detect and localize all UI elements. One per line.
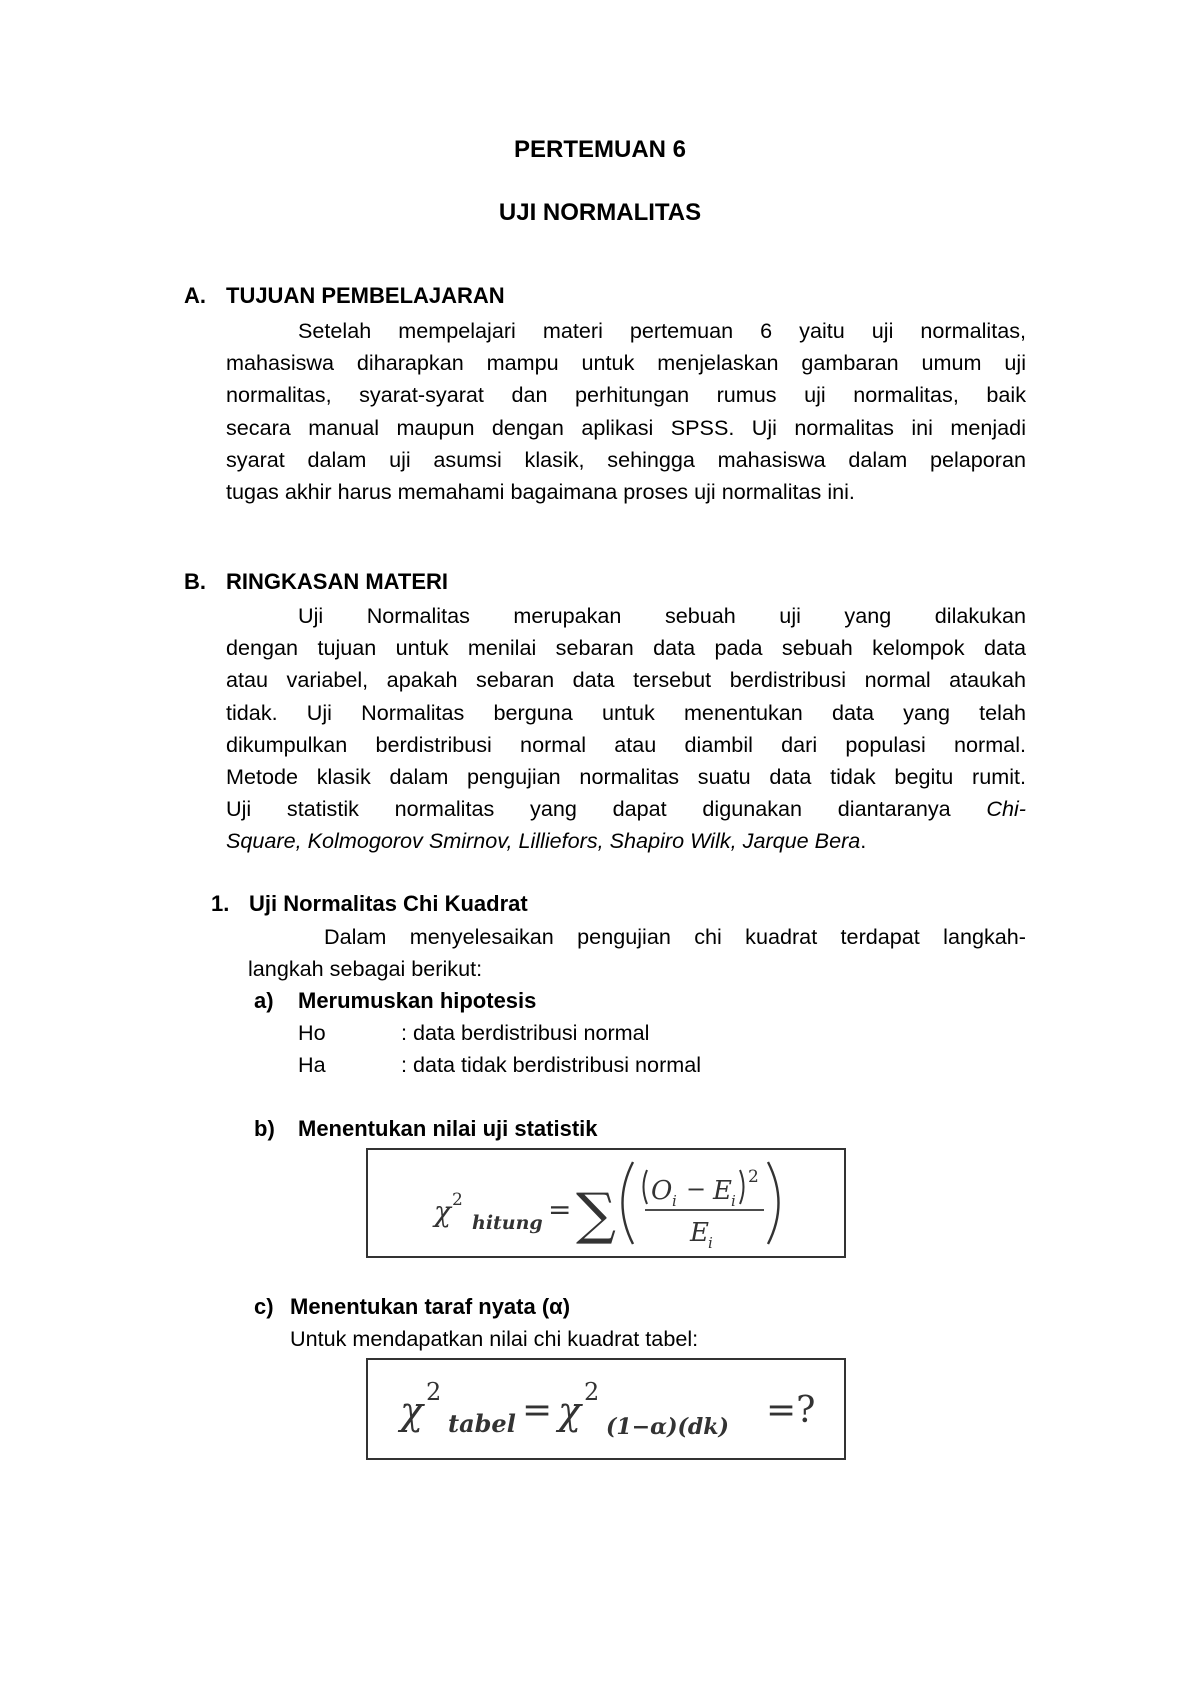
step-a-title: Merumuskan hipotesis xyxy=(298,988,537,1013)
subscript-degrees: (1−α)(dk) xyxy=(606,1414,729,1440)
subscript-tabel: tabel xyxy=(448,1409,516,1438)
equals-sign: = xyxy=(548,1193,572,1226)
document-title: PERTEMUAN 6 xyxy=(513,136,687,163)
italic-methods-start: Chi- xyxy=(986,796,1026,822)
equals-question: =? xyxy=(766,1390,816,1431)
expected-E: E xyxy=(713,1176,732,1206)
subsection-1-paragraph xyxy=(248,921,1026,985)
right-paren xyxy=(768,1162,779,1244)
subscript-i: i xyxy=(708,1234,713,1252)
paragraph-line: dengan tujuan untuk menilai sebaran data pada sebuah kelompok data xyxy=(226,635,1026,661)
inner-left-paren xyxy=(644,1170,648,1204)
paragraph-line: langkah sebagai berikut: xyxy=(248,956,483,982)
paragraph-line: normalitas, syarat-syarat dan perhitungan rumus uji normalitas, baik xyxy=(226,382,1026,408)
left-paren xyxy=(623,1162,634,1244)
hypothesis-ha-label: Ha xyxy=(298,1052,326,1077)
superscript-2: 2 xyxy=(452,1190,463,1210)
section-a-title: TUJUAN PEMBELAJARAN xyxy=(226,283,505,308)
step-c-label: c) xyxy=(254,1294,274,1319)
subsection-1-number: 1. xyxy=(211,891,230,916)
chi-square-formula xyxy=(368,1150,844,1256)
subscript-i: i xyxy=(672,1192,677,1210)
document-subtitle: UJI NORMALITAS xyxy=(498,199,702,226)
step-a-label: a) xyxy=(254,988,274,1013)
paragraph-line: Dalam menyelesaikan pengujian chi kuadrat terdapat langkah- xyxy=(324,924,1026,949)
section-a-letter: A. xyxy=(184,283,206,308)
paragraph-line-last xyxy=(226,825,1026,857)
section-b-title: RINGKASAN MATERI xyxy=(226,569,449,594)
paragraph-line-with-italic xyxy=(226,793,1026,825)
superscript-2: 2 xyxy=(426,1378,442,1406)
equals-sign: = xyxy=(522,1390,553,1431)
observed-O: O xyxy=(651,1176,673,1206)
inner-right-paren xyxy=(740,1170,744,1204)
sigma-sum-symbol: ∑ xyxy=(576,1182,616,1247)
step-c-title: Menentukan taraf nyata (α) xyxy=(290,1294,571,1319)
step-b-label: b) xyxy=(254,1116,275,1141)
superscript-2-right: 2 xyxy=(584,1378,600,1406)
italic-methods: Square, Kolmogorov Smirnov, Lilliefors, Shapiro Wilk, Jarque Bera xyxy=(226,828,861,854)
paragraph-text: Uji statistik normalitas yang dapat digunakan diantaranya xyxy=(226,796,951,822)
paragraph-line: Uji Normalitas merupakan sebuah uji yang dilakukan xyxy=(298,603,1026,628)
chi-symbol-right: χ xyxy=(558,1389,582,1433)
paragraph-line: Metode klasik dalam pengujian normalitas suatu data tidak begitu rumit. xyxy=(226,763,1026,789)
period: . xyxy=(860,828,867,854)
superscript-2: 2 xyxy=(748,1167,759,1187)
chi-square-formula-box xyxy=(366,1148,846,1258)
paragraph-line: syarat dalam uji asumsi klasik, sehingga mahasiswa dalam pelaporan xyxy=(226,446,1026,472)
step-c-text: Untuk mendapatkan nilai chi kuadrat tabel: xyxy=(290,1326,699,1351)
step-b-title: Menentukan nilai uji statistik xyxy=(298,1116,598,1141)
paragraph-line: tidak. Uji Normalitas berguna untuk menentukan data yang telah xyxy=(226,699,1026,725)
subsection-1-title: Uji Normalitas Chi Kuadrat xyxy=(249,891,528,916)
chi-square-table-formula-box xyxy=(366,1358,846,1460)
hypothesis-ha-text: : data tidak berdistribusi normal xyxy=(401,1052,702,1077)
paragraph-line: mahasiswa diharapkan mampu untuk menjelaskan gambaran umum uji xyxy=(226,350,1026,376)
paragraph-line: secara manual maupun dengan aplikasi SPSS. Uji normalitas ini menjadi xyxy=(226,414,1026,440)
subscript-i: i xyxy=(731,1192,736,1210)
paragraph-line: dikumpulkan berdistribusi normal atau diambil dari populasi normal. xyxy=(226,731,1026,757)
paragraph-line: atau variabel, apakah sebaran data tersebut berdistribusi normal ataukah xyxy=(226,667,1026,693)
paragraph-line: Setelah mempelajari materi pertemuan 6 yaitu uji normalitas, xyxy=(298,318,1026,343)
hypothesis-ho-label: Ho xyxy=(298,1020,326,1045)
minus-sign: − xyxy=(686,1175,707,1203)
chi-symbol: χ xyxy=(434,1195,451,1228)
section-a-paragraph xyxy=(226,315,1026,508)
hypothesis-ho-text: : data berdistribusi normal xyxy=(401,1020,650,1045)
chi-square-table-formula xyxy=(368,1360,844,1458)
section-b-paragraph xyxy=(226,600,1026,858)
paragraph-line: tugas akhir harus memahami bagaimana proses uji normalitas ini. xyxy=(226,478,855,504)
denominator-E: E xyxy=(690,1218,709,1248)
chi-symbol: χ xyxy=(400,1389,424,1433)
section-b-letter: B. xyxy=(184,569,206,594)
subscript-hitung: hitung xyxy=(472,1212,543,1234)
